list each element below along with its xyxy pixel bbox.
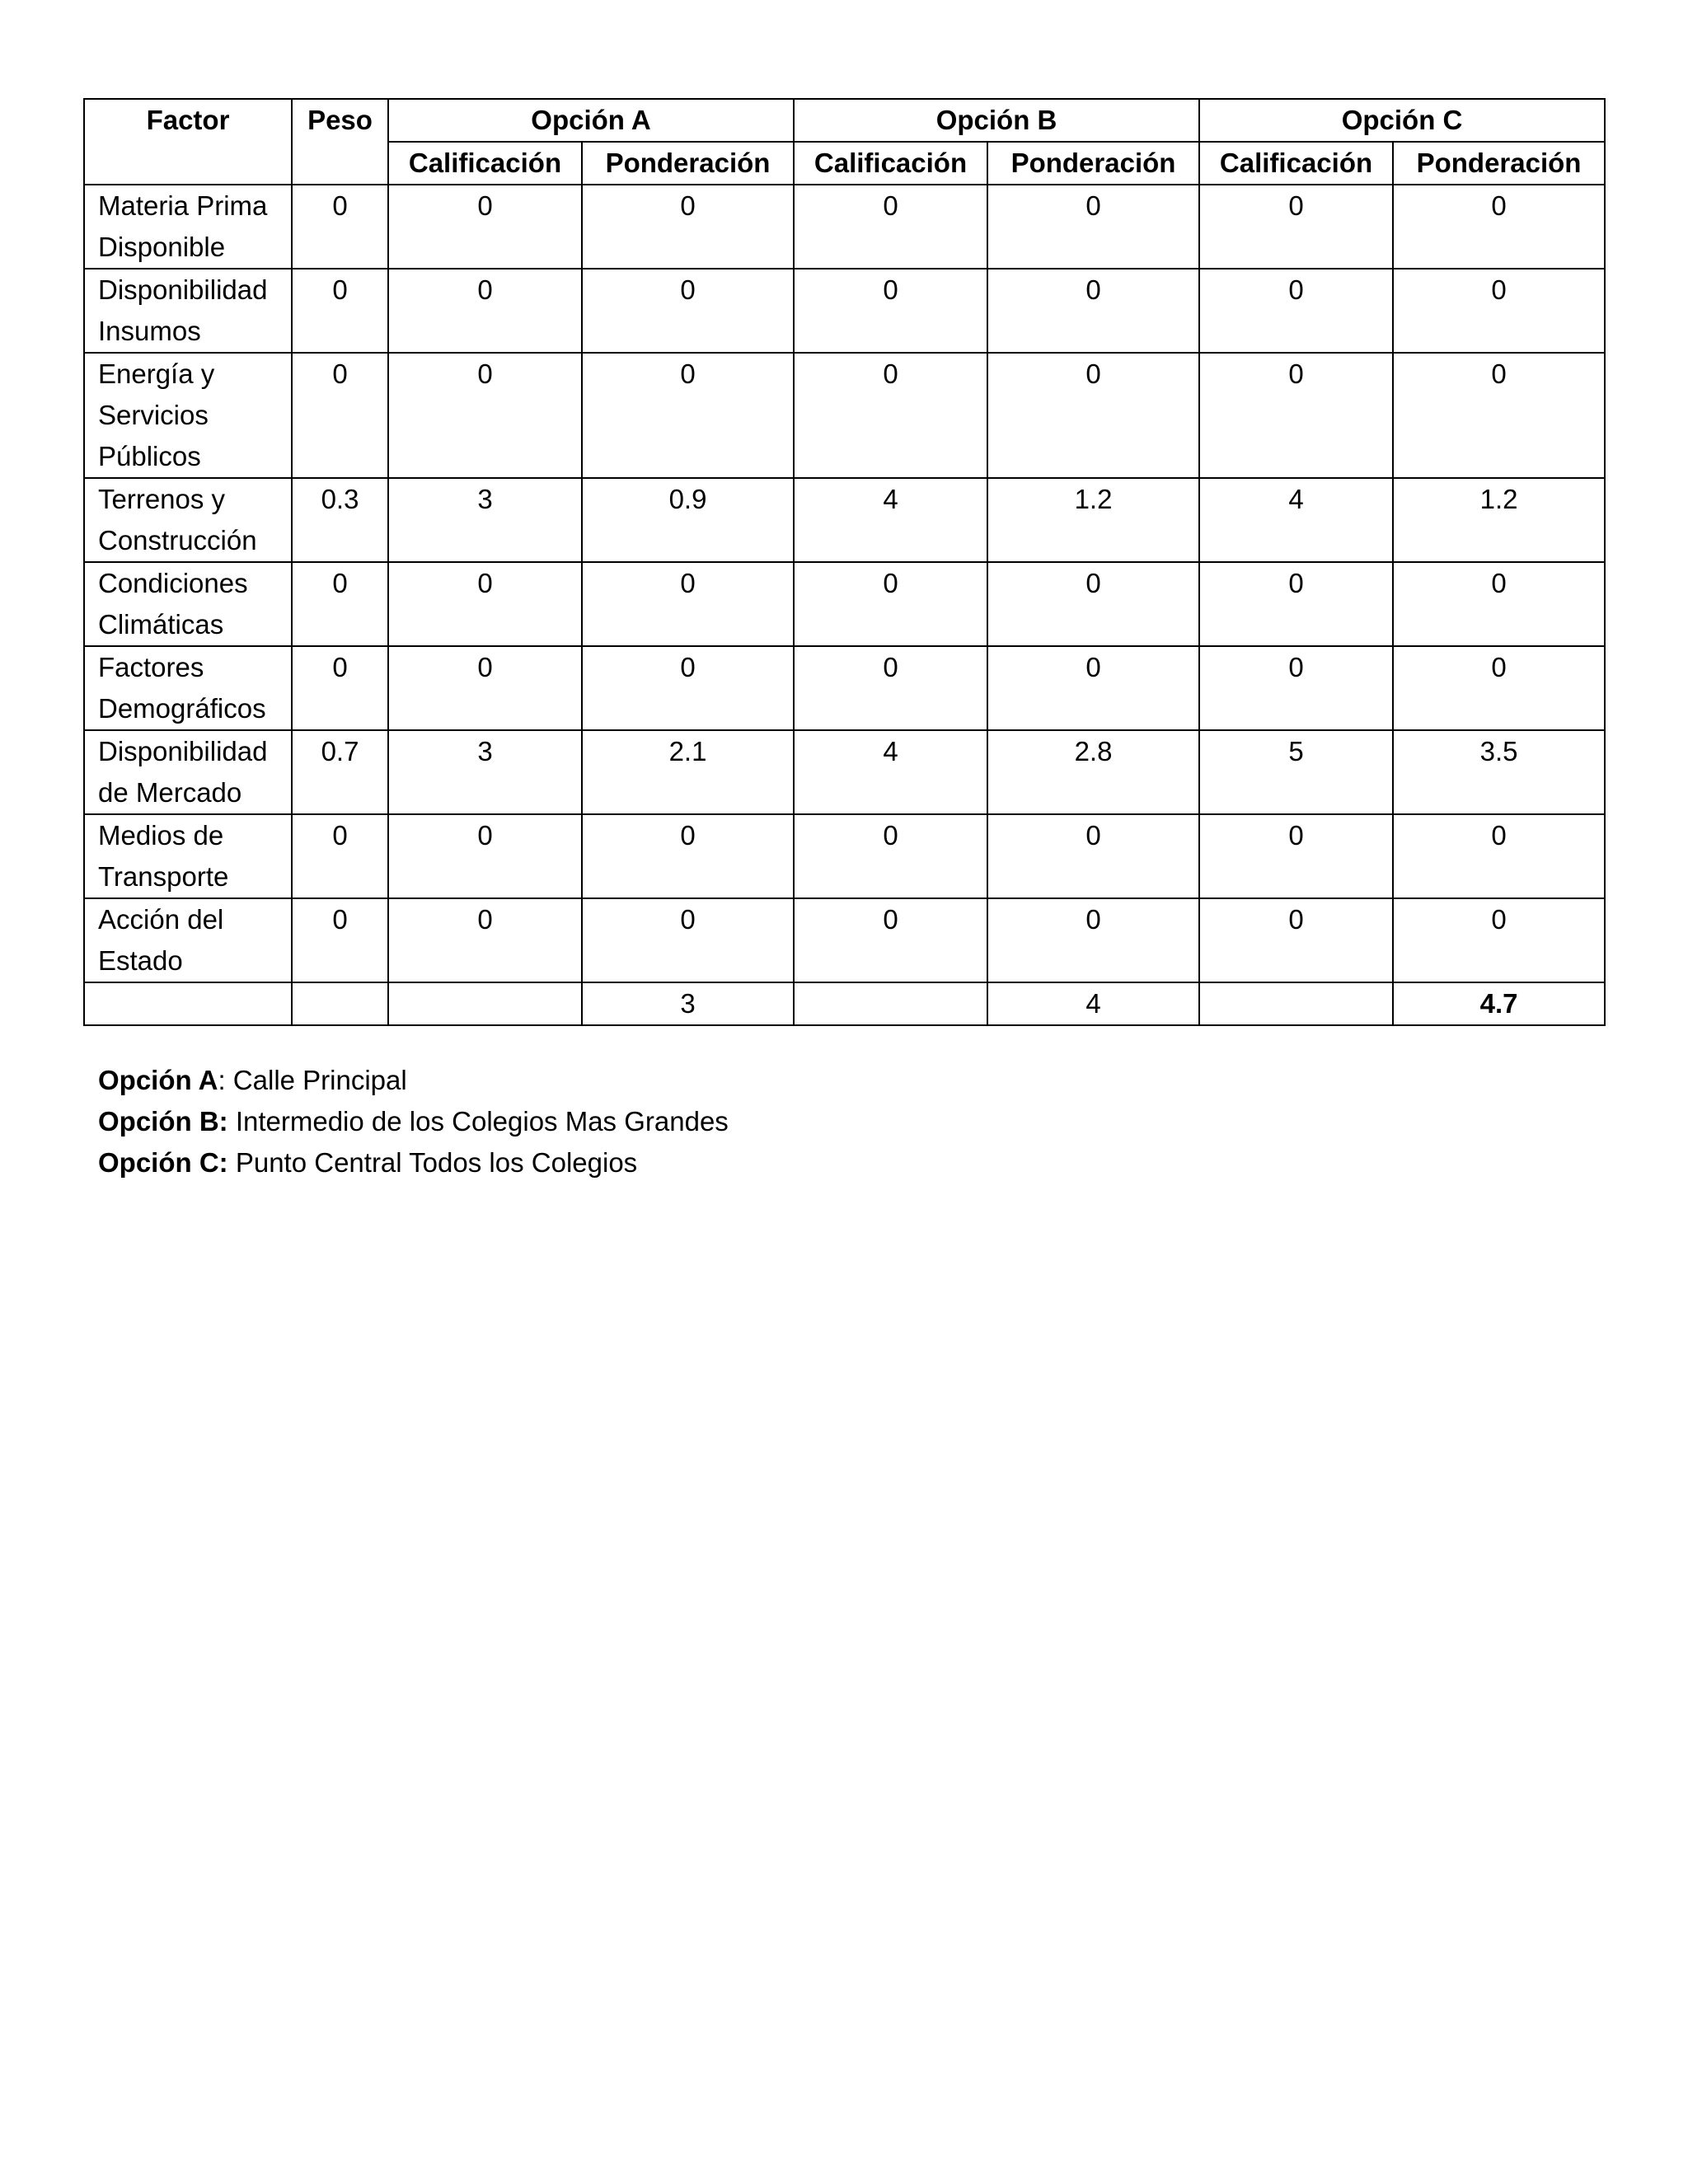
a-ponderacion-cell: 0 xyxy=(582,269,794,353)
legend-option-b xyxy=(98,1101,729,1142)
legend-option-c-text: Punto Central Todos los Colegios xyxy=(235,1147,638,1178)
factor-name-cell xyxy=(84,562,292,646)
b-calificacion-cell: 0 xyxy=(794,353,987,478)
c-calificacion-cell: 4 xyxy=(1199,478,1393,562)
factor-name-line: Transporte xyxy=(98,861,229,892)
header-c-ponderacion: Ponderación xyxy=(1393,142,1605,185)
a-ponderacion-cell: 2.1 xyxy=(582,730,794,814)
peso-cell: 0 xyxy=(292,898,388,982)
b-ponderacion-cell: 0 xyxy=(987,898,1199,982)
table-header xyxy=(84,99,1605,185)
a-ponderacion-cell: 0 xyxy=(582,814,794,898)
table-body xyxy=(84,185,1605,1025)
table-row xyxy=(84,814,1605,898)
peso-cell: 0 xyxy=(292,814,388,898)
factor-name-line: Disponible xyxy=(98,232,226,262)
legend-option-a-text: Calle Principal xyxy=(232,1065,407,1095)
b-ponderacion-cell: 1.2 xyxy=(987,478,1199,562)
c-ponderacion-cell: 0 xyxy=(1393,185,1605,269)
a-calificacion-cell: 0 xyxy=(388,269,582,353)
b-ponderacion-cell: 0 xyxy=(987,185,1199,269)
totals-a-calificacion-empty xyxy=(388,982,582,1025)
options-legend xyxy=(98,1060,729,1183)
factor-name-cell xyxy=(84,814,292,898)
factor-name-line: Acción del xyxy=(98,904,224,935)
b-calificacion-cell: 0 xyxy=(794,185,987,269)
factor-name-line: Terrenos y xyxy=(98,484,226,514)
table-row xyxy=(84,562,1605,646)
b-ponderacion-cell: 0 xyxy=(987,814,1199,898)
total-a-ponderacion: 3 xyxy=(582,982,794,1025)
c-calificacion-cell: 0 xyxy=(1199,353,1393,478)
table-row xyxy=(84,898,1605,982)
factor-name-line: Disponibilidad xyxy=(98,736,268,766)
factor-name-line: Disponibilidad xyxy=(98,274,268,305)
c-calificacion-cell: 0 xyxy=(1199,185,1393,269)
c-calificacion-cell: 0 xyxy=(1199,562,1393,646)
c-calificacion-cell: 5 xyxy=(1199,730,1393,814)
header-c-calificacion: Calificación xyxy=(1199,142,1393,185)
factor-name-line: Construcción xyxy=(98,525,257,555)
factor-name-line: Públicos xyxy=(98,441,201,471)
factor-name-line: Condiciones xyxy=(98,568,248,598)
header-b-ponderacion: Ponderación xyxy=(987,142,1199,185)
factor-name-line: Servicios xyxy=(98,400,209,430)
b-calificacion-cell: 0 xyxy=(794,814,987,898)
legend-option-a-sep: : xyxy=(218,1065,233,1095)
legend-option-b-text: Intermedio de los Colegios Mas Grandes xyxy=(235,1106,729,1137)
a-calificacion-cell: 0 xyxy=(388,562,582,646)
header-a-ponderacion: Ponderación xyxy=(582,142,794,185)
factor-name-cell xyxy=(84,353,292,478)
peso-cell: 0 xyxy=(292,353,388,478)
factor-weighting-table xyxy=(83,98,1606,1026)
factor-name-cell xyxy=(84,269,292,353)
factor-name-cell xyxy=(84,478,292,562)
table-row xyxy=(84,269,1605,353)
factor-name-line: Factores xyxy=(98,652,204,682)
totals-c-calificacion-empty xyxy=(1199,982,1393,1025)
a-calificacion-cell: 0 xyxy=(388,646,582,730)
a-calificacion-cell: 3 xyxy=(388,478,582,562)
c-calificacion-cell: 0 xyxy=(1199,269,1393,353)
header-option-a: Opción A xyxy=(388,99,794,142)
c-ponderacion-cell: 1.2 xyxy=(1393,478,1605,562)
header-a-calificacion: Calificación xyxy=(388,142,582,185)
b-ponderacion-cell: 2.8 xyxy=(987,730,1199,814)
c-ponderacion-cell: 0 xyxy=(1393,646,1605,730)
totals-factor-empty xyxy=(84,982,292,1025)
factor-name-cell xyxy=(84,185,292,269)
b-calificacion-cell: 0 xyxy=(794,898,987,982)
c-ponderacion-cell: 0 xyxy=(1393,269,1605,353)
b-calificacion-cell: 4 xyxy=(794,478,987,562)
a-ponderacion-cell: 0 xyxy=(582,562,794,646)
header-option-b: Opción B xyxy=(794,99,1199,142)
a-ponderacion-cell: 0 xyxy=(582,353,794,478)
b-ponderacion-cell: 0 xyxy=(987,562,1199,646)
c-ponderacion-cell: 0 xyxy=(1393,562,1605,646)
peso-cell: 0 xyxy=(292,269,388,353)
header-b-calificacion: Calificación xyxy=(794,142,987,185)
totals-b-calificacion-empty xyxy=(794,982,987,1025)
factor-name-cell xyxy=(84,730,292,814)
factor-name-cell xyxy=(84,646,292,730)
factor-name-line: Estado xyxy=(98,945,183,976)
a-calificacion-cell: 0 xyxy=(388,898,582,982)
b-calificacion-cell: 0 xyxy=(794,646,987,730)
a-calificacion-cell: 0 xyxy=(388,353,582,478)
b-ponderacion-cell: 0 xyxy=(987,353,1199,478)
table-row xyxy=(84,185,1605,269)
legend-option-c xyxy=(98,1142,729,1183)
b-calificacion-cell: 0 xyxy=(794,269,987,353)
table-row xyxy=(84,646,1605,730)
factor-name-line: Insumos xyxy=(98,316,201,346)
a-calificacion-cell: 0 xyxy=(388,814,582,898)
c-ponderacion-cell: 0 xyxy=(1393,814,1605,898)
a-ponderacion-cell: 0.9 xyxy=(582,478,794,562)
c-ponderacion-cell: 3.5 xyxy=(1393,730,1605,814)
factor-name-line: Energía y xyxy=(98,359,215,389)
peso-cell: 0 xyxy=(292,646,388,730)
factor-name-line: Climáticas xyxy=(98,609,224,640)
header-option-c: Opción C xyxy=(1199,99,1605,142)
factor-name-line: Materia Prima xyxy=(98,190,268,221)
a-calificacion-cell: 3 xyxy=(388,730,582,814)
legend-option-a-key: Opción A xyxy=(98,1065,218,1095)
peso-cell: 0.7 xyxy=(292,730,388,814)
c-ponderacion-cell: 0 xyxy=(1393,353,1605,478)
factor-name-line: Medios de xyxy=(98,820,224,851)
a-ponderacion-cell: 0 xyxy=(582,185,794,269)
peso-cell: 0 xyxy=(292,185,388,269)
c-ponderacion-cell: 0 xyxy=(1393,898,1605,982)
b-calificacion-cell: 4 xyxy=(794,730,987,814)
b-ponderacion-cell: 0 xyxy=(987,646,1199,730)
c-calificacion-cell: 0 xyxy=(1199,898,1393,982)
factor-name-cell xyxy=(84,898,292,982)
header-factor: Factor xyxy=(84,99,292,185)
a-ponderacion-cell: 0 xyxy=(582,898,794,982)
legend-option-b-sep xyxy=(228,1106,236,1137)
header-peso: Peso xyxy=(292,99,388,185)
header-row-options xyxy=(84,99,1605,142)
legend-option-b-key: Opción B: xyxy=(98,1106,228,1137)
legend-option-a xyxy=(98,1060,729,1101)
total-b-ponderacion: 4 xyxy=(987,982,1199,1025)
factor-name-line: Demográficos xyxy=(98,693,266,724)
b-ponderacion-cell: 0 xyxy=(987,269,1199,353)
legend-option-c-sep xyxy=(228,1147,236,1178)
a-ponderacion-cell: 0 xyxy=(582,646,794,730)
c-calificacion-cell: 0 xyxy=(1199,814,1393,898)
peso-cell: 0.3 xyxy=(292,478,388,562)
table-row xyxy=(84,353,1605,478)
peso-cell: 0 xyxy=(292,562,388,646)
table-row xyxy=(84,730,1605,814)
totals-peso-empty xyxy=(292,982,388,1025)
factor-name-line: de Mercado xyxy=(98,777,242,808)
totals-row xyxy=(84,982,1605,1025)
a-calificacion-cell: 0 xyxy=(388,185,582,269)
legend-option-c-key: Opción C: xyxy=(98,1147,228,1178)
total-c-ponderacion: 4.7 xyxy=(1393,982,1605,1025)
table-row xyxy=(84,478,1605,562)
b-calificacion-cell: 0 xyxy=(794,562,987,646)
c-calificacion-cell: 0 xyxy=(1199,646,1393,730)
